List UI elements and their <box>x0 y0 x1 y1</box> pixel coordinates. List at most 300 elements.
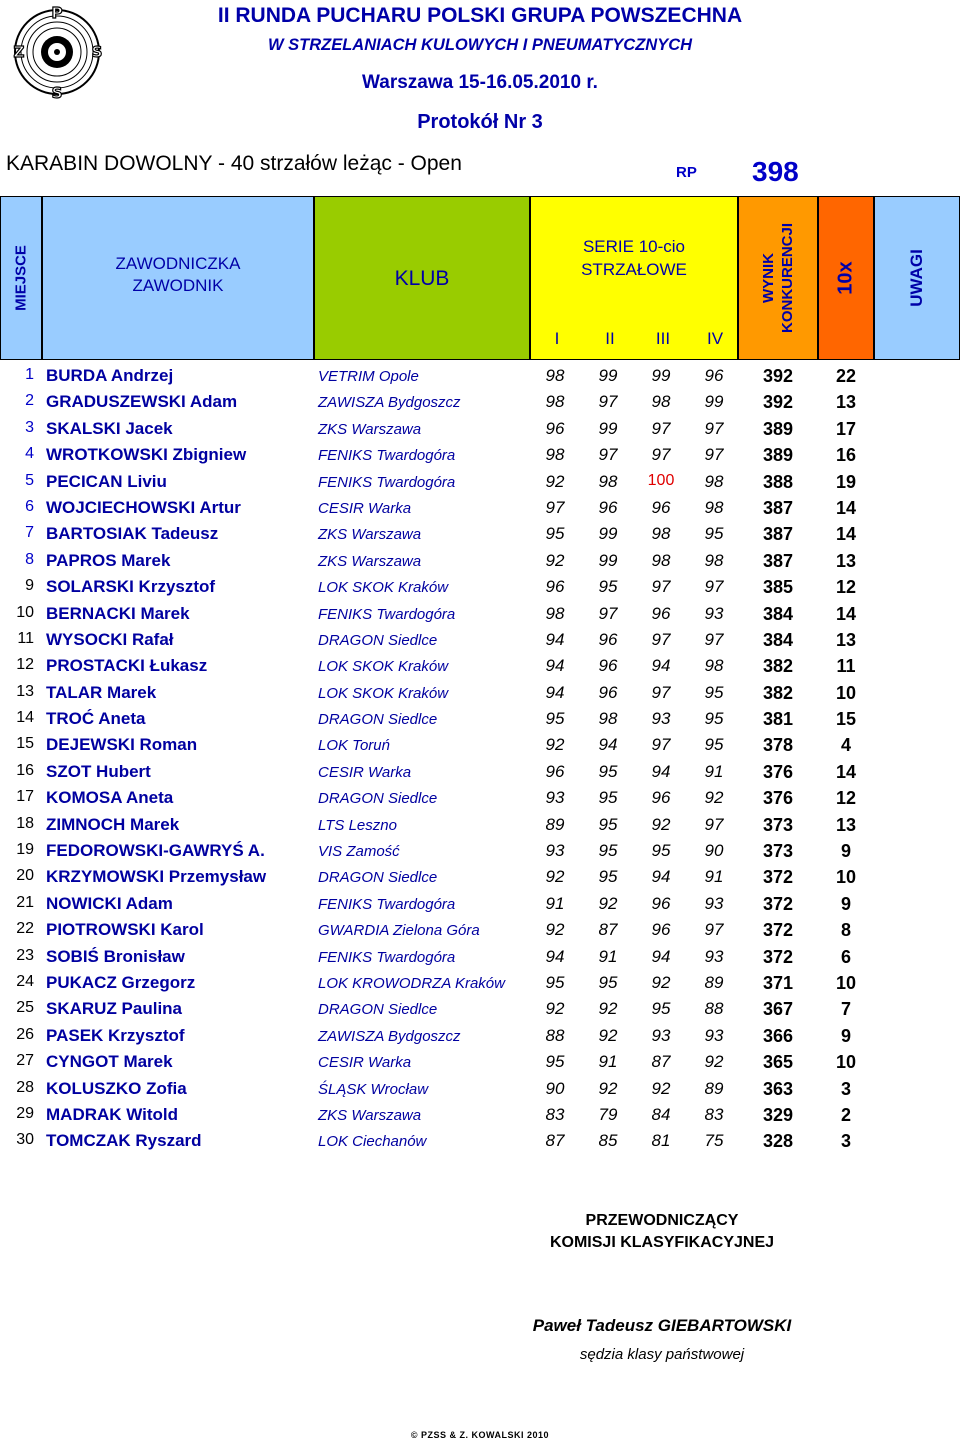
table-row <box>0 863 960 889</box>
series-score-1: 88 <box>545 1025 565 1045</box>
series-score-1: 98 <box>545 366 565 385</box>
place-cell: 26 <box>16 1025 34 1043</box>
table-row <box>0 362 960 388</box>
series-score-3: 95 <box>651 999 671 1019</box>
competitor-name: PIOTROWSKI Karol <box>46 920 204 940</box>
tens-count: 10 <box>835 867 857 888</box>
total-score: 384 <box>762 629 794 650</box>
series-score-1: 98 <box>545 603 565 623</box>
series-score-1: 92 <box>545 735 565 755</box>
total-score: 367 <box>762 999 794 1020</box>
club-name: LOK SKOK Kraków <box>318 579 449 597</box>
club-name: FENIKS Twardogóra <box>318 895 456 913</box>
series-score-2: 95 <box>598 867 618 887</box>
place-cell: 5 <box>25 471 34 489</box>
series-score-4: 95 <box>704 709 724 729</box>
series-score-1: 87 <box>545 1131 565 1151</box>
competitor-name: PROSTACKI Łukasz <box>46 656 208 676</box>
series-score-2: 85 <box>598 1131 618 1151</box>
place-cell: 20 <box>16 867 34 885</box>
series-score-3: 97 <box>651 445 671 465</box>
series-score-3: 98 <box>651 392 671 412</box>
header-remarks-label: UWAGI <box>907 249 926 307</box>
competitor-name: BURDA Andrzej <box>46 366 174 385</box>
series-score-3: 97 <box>651 629 671 649</box>
tens-count: 3 <box>840 1131 851 1152</box>
tens-count: 14 <box>835 524 857 545</box>
total-score: 389 <box>762 445 794 466</box>
club-name: ZKS Warszawa <box>318 420 422 438</box>
tens-count: 9 <box>840 893 851 914</box>
series-score-1: 83 <box>545 1104 565 1124</box>
club-name: LOK SKOK Kraków <box>318 658 449 676</box>
table-row <box>0 811 960 837</box>
series-score-4: 98 <box>704 550 724 570</box>
tens-count: 10 <box>835 1052 857 1073</box>
place-cell: 28 <box>16 1078 34 1096</box>
table-row <box>0 784 960 810</box>
series-score-4: 90 <box>704 841 724 861</box>
competitor-name: GRADUSZEWSKI Adam <box>46 392 238 412</box>
place-cell: 9 <box>25 577 34 595</box>
series-score-2: 79 <box>598 1104 618 1124</box>
tens-count: 15 <box>835 709 857 730</box>
competitor-name: WOJCIECHOWSKI Artur <box>46 497 241 517</box>
total-score: 365 <box>762 1052 794 1073</box>
total-score: 372 <box>762 946 794 967</box>
series-score-2: 96 <box>598 629 618 649</box>
series-score-4: 97 <box>704 418 724 438</box>
series-score-4: 89 <box>704 1078 724 1098</box>
series-score-1: 96 <box>545 577 565 597</box>
series-score-4: 93 <box>704 1025 724 1045</box>
table-row <box>0 1048 960 1074</box>
place-cell: 22 <box>16 920 34 938</box>
series-score-2: 92 <box>598 893 618 913</box>
total-score: 378 <box>762 735 794 756</box>
total-score: 384 <box>762 603 794 624</box>
competitor-name: BERNACKI Marek <box>46 603 190 623</box>
table-row <box>0 494 960 520</box>
club-name: GWARDIA Zielona Góra <box>318 922 480 940</box>
total-score: 373 <box>762 841 794 862</box>
series-score-1: 93 <box>545 788 565 808</box>
series-score-3: 96 <box>651 920 671 940</box>
series-score-1: 94 <box>545 682 565 702</box>
club-name: ZKS Warszawa <box>318 552 422 570</box>
club-name: DRAGON Siedlce <box>318 869 438 887</box>
total-score: 381 <box>762 709 794 730</box>
series-score-2: 92 <box>598 1025 618 1045</box>
series-score-2: 96 <box>598 656 618 676</box>
series-score-4: 83 <box>704 1104 724 1124</box>
club-name: LOK KROWODRZA Kraków <box>318 974 505 992</box>
club-name: DRAGON Siedlce <box>318 711 438 729</box>
total-score: 388 <box>762 471 794 492</box>
series-score-2: 96 <box>598 497 618 517</box>
table-row <box>0 547 960 573</box>
series-score-2: 95 <box>598 788 618 808</box>
signature-title: sędzia klasy państwowej <box>579 1346 745 1363</box>
series-score-3: 94 <box>651 656 671 676</box>
tens-count: 14 <box>835 497 857 518</box>
protocol-number: Protokół Nr 3 <box>417 111 543 133</box>
header-series <box>530 196 738 360</box>
place-cell: 10 <box>16 603 34 621</box>
header-place <box>0 196 42 360</box>
header-competitor-male: ZAWODNIK <box>132 276 224 295</box>
series-score-4: 92 <box>704 1052 724 1072</box>
series-score-3: 84 <box>651 1104 671 1124</box>
header-competitor <box>42 196 314 360</box>
table-row <box>0 388 960 414</box>
competitor-name: SKALSKI Jacek <box>46 418 173 438</box>
place-cell: 13 <box>16 682 34 700</box>
series-score-4: 93 <box>704 603 724 623</box>
tens-count: 9 <box>840 1025 851 1046</box>
tens-count: 13 <box>835 629 857 650</box>
competitor-name: KRZYMOWSKI Przemysław <box>46 867 267 887</box>
series-score-2: 91 <box>598 946 618 966</box>
total-score: 382 <box>762 682 794 703</box>
total-score: 372 <box>762 867 794 888</box>
table-row <box>0 626 960 652</box>
series-score-2: 98 <box>598 709 618 729</box>
header-result-line1: WYNIK <box>760 253 777 304</box>
series-score-3: 96 <box>651 893 671 913</box>
series-score-1: 95 <box>545 1052 565 1072</box>
table-row <box>0 705 960 731</box>
header-result <box>738 196 818 360</box>
competitor-name: MADRAK Witold <box>46 1104 179 1124</box>
series-score-1: 89 <box>545 814 565 834</box>
series-score-4: 98 <box>704 656 724 676</box>
club-name: LOK SKOK Kraków <box>318 684 449 702</box>
series-score-1: 92 <box>545 999 565 1019</box>
series-score-2: 91 <box>598 1052 618 1072</box>
competitor-name: SZOT Hubert <box>46 761 151 781</box>
club-name: VETRIM Opole <box>318 368 419 385</box>
place-cell: 6 <box>25 497 34 515</box>
series-score-4: 92 <box>704 788 724 808</box>
series-score-4: 97 <box>704 577 724 597</box>
series-score-2: 97 <box>598 392 618 412</box>
place-cell: 17 <box>16 788 34 806</box>
competitor-name: FEDOROWSKI-GAWRYŚ A. <box>46 841 265 861</box>
club-name: FENIKS Twardogóra <box>318 473 456 491</box>
series-score-3: 87 <box>651 1052 671 1072</box>
header-series-1: I <box>554 329 560 348</box>
club-name: DRAGON Siedlce <box>318 790 438 808</box>
series-score-3: 92 <box>651 814 671 834</box>
series-score-4: 91 <box>704 761 724 781</box>
series-score-2: 96 <box>598 682 618 702</box>
club-name: DRAGON Siedlce <box>318 631 438 649</box>
signature-block <box>480 1210 844 1254</box>
competitor-name: TROĆ Aneta <box>46 709 146 729</box>
series-score-4: 97 <box>704 814 724 834</box>
table-row <box>0 520 960 546</box>
series-score-2: 97 <box>598 603 618 623</box>
series-score-4: 89 <box>704 972 724 992</box>
place-cell: 25 <box>16 999 34 1017</box>
series-score-4: 97 <box>704 920 724 940</box>
table-row <box>0 1127 960 1153</box>
series-score-2: 99 <box>598 366 618 385</box>
place-cell: 27 <box>16 1052 34 1070</box>
header-competitor-female: ZAWODNICZKA <box>115 254 241 273</box>
table-row <box>0 1075 960 1101</box>
club-name: CESIR Warka <box>318 1054 412 1072</box>
competitor-name: SOLARSKI Krzysztof <box>46 577 216 597</box>
series-score-3: 95 <box>651 841 671 861</box>
total-score: 371 <box>762 972 794 993</box>
results-table <box>0 362 960 1154</box>
series-score-4: 95 <box>704 735 724 755</box>
series-score-3: 96 <box>651 603 671 623</box>
competitor-name: BARTOSIAK Tadeusz <box>46 524 219 544</box>
series-score-2: 95 <box>598 761 618 781</box>
logo-letter-left: Z <box>13 43 25 61</box>
series-score-3: 98 <box>651 524 671 544</box>
tens-count: 10 <box>835 972 857 993</box>
club-name: LTS Leszno <box>318 816 397 834</box>
table-row <box>0 468 960 494</box>
series-score-4: 93 <box>704 946 724 966</box>
tens-count: 9 <box>840 841 851 862</box>
footer-copyright: © PZSS & Z. KOWALSKI 2010 <box>410 1430 550 1440</box>
competition-name: KARABIN DOWOLNY - 40 strzałów leżąc - Open <box>6 152 462 175</box>
series-score-3: 92 <box>651 1078 671 1098</box>
club-name: CESIR Warka <box>318 499 412 517</box>
record-value: 398 <box>752 156 799 187</box>
logo-letter-bottom: S <box>51 84 63 102</box>
club-name: FENIKS Twardogóra <box>318 948 456 966</box>
tens-count: 12 <box>835 788 857 809</box>
table-row <box>0 731 960 757</box>
tens-count: 13 <box>835 814 857 835</box>
place-cell: 16 <box>16 761 34 779</box>
tens-count: 2 <box>840 1104 851 1125</box>
series-score-4: 95 <box>704 682 724 702</box>
total-score: 387 <box>762 550 794 571</box>
club-name: FENIKS Twardogóra <box>318 447 456 465</box>
series-score-3: 93 <box>651 709 671 729</box>
tens-count: 11 <box>836 656 856 677</box>
series-score-1: 96 <box>545 761 565 781</box>
pzss-logo <box>2 2 110 102</box>
tens-count: 13 <box>835 392 857 413</box>
total-score: 385 <box>762 577 794 598</box>
series-score-4: 98 <box>704 471 724 491</box>
series-score-4: 75 <box>704 1131 724 1151</box>
series-score-4: 96 <box>704 366 724 385</box>
table-row <box>0 600 960 626</box>
competitor-name: ZIMNOCH Marek <box>46 814 180 834</box>
total-score: 389 <box>762 418 794 439</box>
total-score: 372 <box>762 893 794 914</box>
series-score-2: 95 <box>598 972 618 992</box>
total-score: 366 <box>762 1025 794 1046</box>
competitor-name: WYSOCKI Rafał <box>46 629 174 649</box>
series-score-4: 91 <box>704 867 724 887</box>
table-row <box>0 995 960 1021</box>
series-score-4: 97 <box>704 629 724 649</box>
table-row <box>0 1022 960 1048</box>
series-score-3: 97 <box>651 577 671 597</box>
series-score-4: 93 <box>704 893 724 913</box>
header-club <box>314 196 530 360</box>
logo-letter-top: P <box>51 4 63 22</box>
table-row <box>0 679 960 705</box>
tens-count: 13 <box>835 550 857 571</box>
series-score-2: 95 <box>598 577 618 597</box>
table-row <box>0 916 960 942</box>
total-score: 376 <box>762 788 794 809</box>
tens-count: 16 <box>835 445 857 466</box>
series-score-1: 95 <box>545 972 565 992</box>
club-name: VIS Zamość <box>318 843 400 861</box>
club-name: ZAWISZA Bydgoszcz <box>318 394 461 412</box>
place-cell: 18 <box>16 814 34 832</box>
series-score-3: 96 <box>651 788 671 808</box>
series-score-2: 95 <box>598 841 618 861</box>
series-score-3: 98 <box>651 550 671 570</box>
series-score-1: 95 <box>545 709 565 729</box>
series-score-1: 92 <box>545 867 565 887</box>
series-score-1: 97 <box>545 497 565 517</box>
tens-count: 17 <box>835 418 857 439</box>
tens-count: 7 <box>840 999 851 1020</box>
series-score-4: 99 <box>704 392 724 412</box>
competitor-name: TALAR Marek <box>46 682 157 702</box>
tens-count: 8 <box>840 920 851 941</box>
place-cell: 24 <box>16 972 34 990</box>
competitor-name: PUKACZ Grzegorz <box>46 972 196 992</box>
series-score-2: 99 <box>598 524 618 544</box>
series-score-1: 98 <box>545 445 565 465</box>
header-series-2: II <box>605 329 615 348</box>
tens-count: 14 <box>835 603 857 624</box>
place-cell: 15 <box>16 735 34 753</box>
signature-role-line2: KOMISJI KLASYFIKACYJNEJ <box>549 1234 775 1251</box>
total-score: 329 <box>762 1104 794 1125</box>
club-name: LOK Toruń <box>318 737 390 755</box>
place-cell: 23 <box>16 946 34 964</box>
table-row <box>0 415 960 441</box>
place-cell: 19 <box>16 841 34 859</box>
table-row <box>0 1101 960 1127</box>
tens-count: 6 <box>840 946 851 967</box>
series-score-3: 94 <box>651 761 671 781</box>
series-score-3: 81 <box>651 1131 671 1151</box>
table-row <box>0 943 960 969</box>
event-subtitle: W STRZELANIACH KULOWYCH I PNEUMATYCZNYCH <box>267 36 693 54</box>
table-row <box>0 441 960 467</box>
competitor-name: DEJEWSKI Roman <box>46 735 198 755</box>
header-series-line2: STRZAŁOWE <box>581 260 687 279</box>
place-cell: 11 <box>17 629 34 647</box>
club-name: ZKS Warszawa <box>318 526 422 544</box>
header-place-label: MIEJSCE <box>12 245 30 311</box>
place-cell: 3 <box>25 418 34 436</box>
competitor-name: KOMOSA Aneta <box>46 788 174 808</box>
series-score-2: 92 <box>598 999 618 1019</box>
series-score-3: 100 <box>647 471 675 489</box>
place-cell: 14 <box>16 709 34 727</box>
series-score-3: 97 <box>651 682 671 702</box>
total-score: 387 <box>762 524 794 545</box>
total-score: 376 <box>762 761 794 782</box>
series-score-2: 87 <box>598 920 618 940</box>
competitor-name: SKARUZ Paulina <box>46 999 183 1019</box>
series-score-4: 98 <box>704 497 724 517</box>
series-score-3: 94 <box>651 946 671 966</box>
series-score-2: 94 <box>598 735 618 755</box>
place-cell: 4 <box>25 445 34 463</box>
table-row <box>0 837 960 863</box>
table-row <box>0 573 960 599</box>
tens-count: 3 <box>840 1078 851 1099</box>
series-score-3: 97 <box>651 418 671 438</box>
header-result-line2: KONKURENCJI <box>779 222 796 334</box>
place-cell: 8 <box>25 550 34 568</box>
club-name: ŚLĄSK Wrocław <box>318 1080 429 1098</box>
series-score-2: 98 <box>598 471 618 491</box>
tens-count: 14 <box>835 761 857 782</box>
competitor-name: WROTKOWSKI Zbigniew <box>46 445 247 465</box>
club-name: LOK Ciechanów <box>318 1133 427 1151</box>
series-score-3: 94 <box>651 867 671 887</box>
series-score-2: 92 <box>598 1078 618 1098</box>
header-series-4: IV <box>706 329 724 348</box>
competitor-name: PECICAN Liviu <box>46 471 167 491</box>
place-cell: 29 <box>16 1104 34 1122</box>
series-score-2: 99 <box>598 550 618 570</box>
series-score-1: 94 <box>545 656 565 676</box>
club-name: ZKS Warszawa <box>318 1106 422 1124</box>
series-score-1: 98 <box>545 392 565 412</box>
total-score: 387 <box>762 497 794 518</box>
total-score: 363 <box>762 1078 794 1099</box>
tens-count: 19 <box>835 471 857 492</box>
series-score-4: 97 <box>704 445 724 465</box>
total-score: 392 <box>762 366 794 386</box>
tens-count: 4 <box>840 735 851 756</box>
tens-count: 10 <box>835 682 857 703</box>
competitor-name: KOLUSZKO Zofia <box>46 1078 187 1098</box>
header-remarks <box>874 196 960 360</box>
competitor-name: TOMCZAK Ryszard <box>46 1131 202 1151</box>
competitor-name: SOBIŚ Bronisław <box>46 946 185 966</box>
place-cell: 30 <box>16 1131 34 1149</box>
place-cell: 12 <box>16 656 34 674</box>
signature-name: Paweł Tadeusz GIEBARTOWSKI <box>532 1316 792 1335</box>
table-row <box>0 969 960 995</box>
record-label: RP <box>676 164 697 181</box>
place-cell: 21 <box>16 893 34 911</box>
club-name: CESIR Warka <box>318 763 412 781</box>
table-row <box>0 652 960 678</box>
header-series-3: III <box>655 329 671 348</box>
event-title: II RUNDA PUCHARU POLSKI GRUPA POWSZECHNA <box>217 4 743 27</box>
total-score: 382 <box>762 656 794 677</box>
series-score-1: 90 <box>545 1078 565 1098</box>
series-score-1: 92 <box>545 920 565 940</box>
series-score-2: 95 <box>598 814 618 834</box>
competitor-name: CYNGOT Marek <box>46 1052 173 1072</box>
tens-count: 22 <box>835 366 857 386</box>
